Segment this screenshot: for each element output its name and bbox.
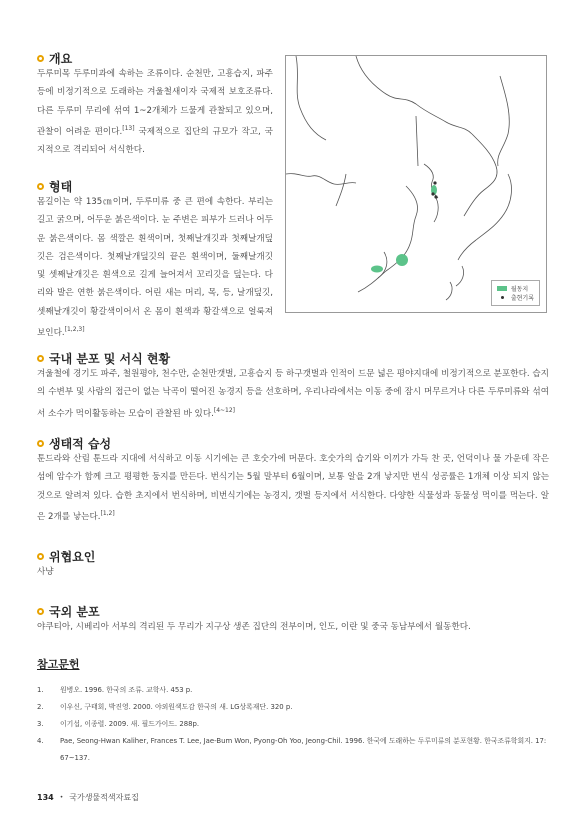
citation: [13] — [122, 124, 135, 132]
reference-item — [37, 699, 549, 716]
ecology-body — [37, 450, 549, 526]
occurrence-point — [431, 192, 434, 195]
section-title-text: 생태적 습성 — [49, 437, 112, 451]
legend-label: 출현기록 — [510, 295, 534, 302]
wintering-area — [396, 254, 408, 266]
publication-title: 국가생물적색자료집 — [69, 793, 139, 802]
page-number: 134 — [37, 793, 54, 802]
reference-item — [37, 682, 549, 699]
map-svg — [286, 56, 546, 312]
section-title-text: 국내 분포 및 서식 현황 — [49, 352, 171, 366]
wintering-areas — [371, 185, 437, 273]
citation: [1,2,3] — [64, 326, 85, 334]
legend-item-record — [497, 293, 534, 302]
reference-item — [37, 716, 549, 733]
legend-label: 월동지 — [510, 286, 529, 293]
footer-separator: • — [59, 794, 64, 801]
reference-text: Pae, Seong-Hwan Kaliher, Frances T. Lee, Jae-Bum Won, Pyong-Oh Yoo, Jeong-Chil. 1996. 한국에 도래하는 두루미류의 분포현황. 한국조류학회지. 17: 67~137. — [60, 737, 547, 762]
legend-item-wintering — [497, 284, 534, 293]
bullet-icon — [37, 440, 44, 447]
occurrence-point — [433, 181, 436, 184]
citation: [1,2] — [100, 509, 115, 517]
bullet-icon — [37, 355, 44, 362]
overseas-text: 야쿠티아, 시베리아 서부의 격리된 두 무리가 지구상 생존 집단의 전부이며, 인도, 이란 및 중국 동남부에서 월동한다. — [37, 622, 471, 632]
wintering-area — [371, 266, 383, 273]
bullet-icon — [37, 553, 44, 560]
threats-body — [37, 563, 549, 581]
citation: [4~12] — [213, 406, 236, 414]
legend-swatch — [497, 286, 507, 291]
reference-text: 원병오. 1996. 한국의 조류. 교학사. 453 p. — [60, 686, 193, 694]
bullet-icon — [37, 55, 44, 62]
bullet-icon — [37, 183, 44, 190]
domestic-text: 겨울철에 경기도 파주, 철원평야, 천수만, 순천만갯벌, 고흥습지 등 하구갯벌과 인적이 드문 넓은 평야지대에 비정기적으로 분포한다. 습지의 수변부 및 사람의 접근이 없는 낙곡이 떨어진 농경지 등을 선호하며, 우리나라에서는 이동 중에 잠시 머무르거나 다른 두루미류와 섞여서 소수가 먹이활동하는 모습이 관찰된 바 있다. — [37, 369, 549, 419]
section-title-text: 국외 분포 — [49, 605, 100, 619]
page-footer — [37, 792, 139, 803]
reference-number: 3. — [37, 720, 44, 728]
references-title: 참고문헌 — [37, 658, 80, 671]
reference-item — [37, 733, 549, 767]
overview-body — [37, 65, 273, 159]
overseas-body — [37, 618, 549, 636]
bullet-icon — [37, 608, 44, 615]
legend-dot — [501, 296, 504, 299]
reference-number: 1. — [37, 686, 44, 694]
domestic-body — [37, 365, 549, 423]
reference-text: 이기섭, 이종렬. 2009. 새. 필드가이드. 288p. — [60, 720, 200, 728]
section-title-text: 형태 — [49, 180, 73, 194]
map-legend — [491, 280, 540, 306]
morphology-text: 몸길이는 약 135㎝이며, 두루미류 중 큰 편에 속한다. 부리는 길고 굵으며, 어두운 붉은색이다. 눈 주변은 피부가 드러나 어두운 붉은색이다. 몸 색깔은 흰색이며, 첫째날개깃과 첫째날개덮깃은 검은색이다. 첫째날개덮깃의 끝은 흰색이며, 둘째날개깃 및 셋째날개깃은 흰색으로 길게 늘어져서 꼬리깃을 덮는다. 다리와 발은 연한 붉은색이다. 어린 새는 머리, 목, 등, 날개덮깃, 셋째날개깃이 황갈색이어서 온 몸이 흰색과 황갈색으로 얼룩져 보인다. — [37, 197, 273, 338]
overview-text-2: 국제적으로 집단의 규모가 작고, 국지적으로 격리되어 서식한다. — [37, 126, 273, 156]
section-title-text: 개요 — [49, 52, 73, 66]
distribution-map — [285, 55, 547, 313]
ecology-text: 툰드라와 산림 툰드라 지대에 서식하고 이동 시기에는 큰 호숫가에 머문다. 호숫가의 습기와 이끼가 가득 찬 곳, 언덕이나 물 가운데 작은 섬에 암수가 함께 크고 평평한 둥지를 만든다. 번식기는 5월 말부터 6월이며, 보통 알을 2개 낳지만 번식 성공률은 1개체 이상 되지 않는 것으로 알려져 있다. 습한 초지에서 번식하며, 비번식기에는 농경지, 갯벌 등지에서 서식한다. 다양한 식물성과 동물성 먹이를 먹는다. 알은 2개를 낳는다. — [37, 454, 549, 522]
references-list — [37, 682, 549, 767]
reference-number: 4. — [37, 737, 44, 745]
reference-number: 2. — [37, 703, 44, 711]
reference-text: 이우신, 구태회, 박진영. 2000. 야외원색도감 한국의 새. LG상록재단. 320 p. — [60, 703, 293, 711]
occurrence-point — [434, 195, 437, 198]
threats-text: 사냥 — [37, 567, 54, 577]
section-title-text: 위협요인 — [49, 550, 96, 564]
overview-text: 두루미목 두루미과에 속하는 조류이다. 순천만, 고흥습지, 파주 등에 비정기적으로 도래하는 겨울철새이자 국제적 보호조류다. 다른 두루미 무리에 섞여 1~2개체가 드물게 관찰되고 있으며, 관찰이 어려운 편이다. — [37, 69, 273, 137]
morphology-body — [37, 193, 273, 342]
